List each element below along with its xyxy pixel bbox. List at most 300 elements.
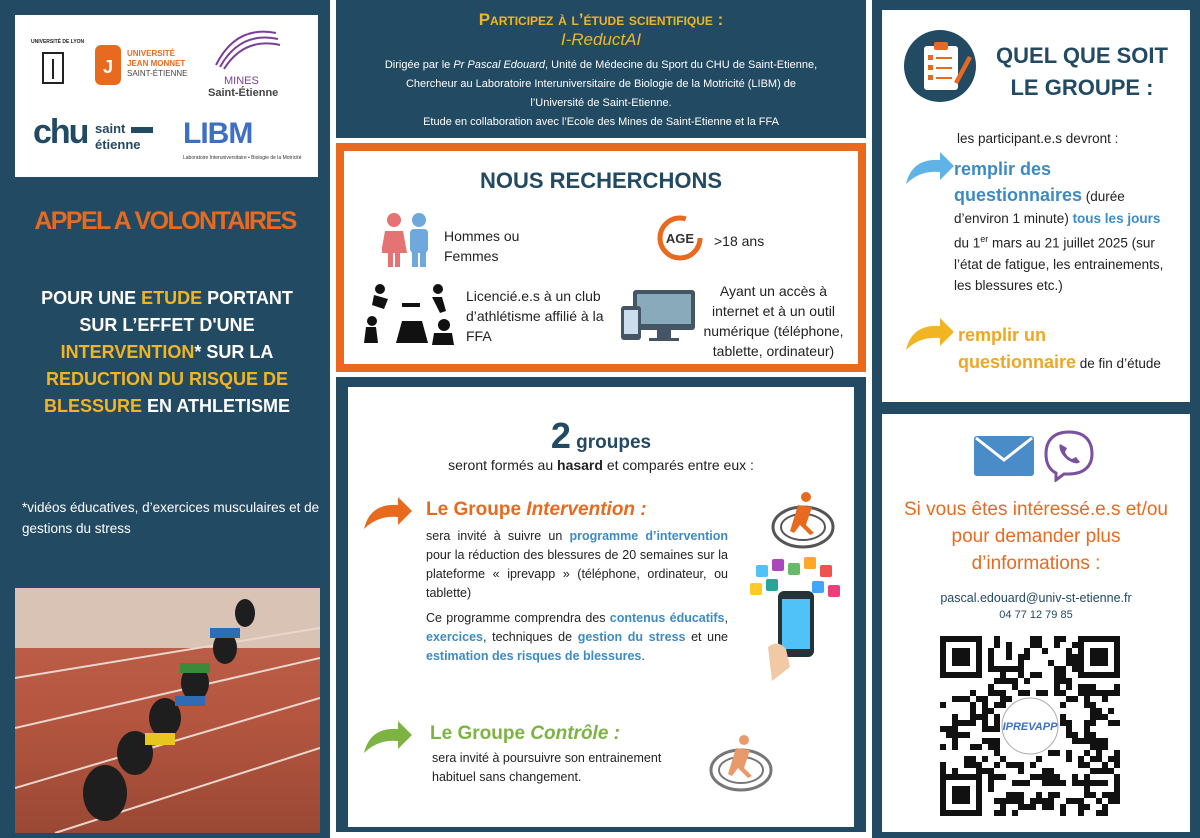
qr-module <box>940 744 946 750</box>
qr-module <box>1054 678 1060 684</box>
study-line2: Chercheur au Laboratoire Interuniversitaire de Biologie de la Motricité (LIBM) de <box>405 78 797 90</box>
qr-module <box>1036 690 1042 696</box>
qr-module <box>1072 774 1078 780</box>
study-pitch <box>22 285 312 420</box>
qr-module <box>1066 756 1072 762</box>
qr-module <box>1000 702 1006 708</box>
qr-module <box>1042 774 1048 780</box>
qr-module <box>1012 684 1018 690</box>
qr-module <box>1096 708 1102 714</box>
qr-module <box>958 696 964 702</box>
qr-module <box>1060 780 1066 786</box>
task1-e: mars au 21 juillet 2025 (sur l’état de fatigue, les entrainements, les blessures etc.) <box>954 235 1164 293</box>
qr-module <box>1012 810 1018 816</box>
qr-module <box>1066 750 1072 756</box>
qr-module <box>1042 798 1048 804</box>
qr-module <box>976 696 982 702</box>
mines-line1: MINES <box>224 75 259 87</box>
qr-module <box>964 732 970 738</box>
qr-module <box>1042 648 1048 654</box>
qr-module <box>1042 804 1048 810</box>
g1-p2-h2: exercices <box>426 630 484 644</box>
qr-module <box>1072 732 1078 738</box>
qr-module <box>1054 636 1060 642</box>
appel-title: APPEL A VOLONTAIRES <box>34 207 296 235</box>
qr-module <box>1012 780 1018 786</box>
qr-module <box>1006 762 1012 768</box>
qr-module <box>994 702 1000 708</box>
groups-inner <box>348 387 854 827</box>
people-icon <box>382 211 432 274</box>
qr-module <box>952 726 958 732</box>
qr-module <box>952 768 958 774</box>
qr-module <box>1102 744 1108 750</box>
qr-module <box>1102 738 1108 744</box>
qr-module <box>1012 666 1018 672</box>
task1-bold: remplir des questionnaires <box>954 159 1083 205</box>
qr-module <box>970 744 976 750</box>
qr-module <box>1108 768 1114 774</box>
qr-module <box>1036 756 1042 762</box>
groups-number: 2 <box>550 415 571 456</box>
qr-module <box>1096 798 1102 804</box>
qr-module <box>1102 810 1108 816</box>
sub-post: et comparés entre eux : <box>602 457 754 473</box>
qr-module <box>1024 690 1030 696</box>
qr-module <box>1114 798 1120 804</box>
qr-module <box>1054 690 1060 696</box>
qr-module <box>1114 762 1120 768</box>
qr-module <box>1114 720 1120 726</box>
sprinters-photo <box>15 588 320 833</box>
qr-module <box>1048 768 1054 774</box>
qr-module <box>940 726 946 732</box>
qr-module <box>994 798 1000 804</box>
qr-module <box>946 726 952 732</box>
qr-module <box>1066 726 1072 732</box>
qr-module <box>1114 780 1120 786</box>
age-icon <box>654 213 710 268</box>
qr-module <box>1072 696 1078 702</box>
qr-module <box>964 756 970 762</box>
task1-d: du 1 <box>954 235 981 251</box>
g1-p2-h4: estimation des risques de blessures <box>426 649 642 663</box>
qr-module <box>1072 798 1078 804</box>
qr-module <box>1090 756 1096 762</box>
line1-pre: Dirigée par le <box>384 59 454 71</box>
track-runner-icon-grey <box>706 732 776 799</box>
qr-module <box>982 720 988 726</box>
pitch-t4: EN ATHLETISME <box>142 396 290 416</box>
qr-module <box>1060 810 1066 816</box>
qr-module <box>1084 738 1090 744</box>
qr-module <box>1036 636 1042 642</box>
libm-logo <box>183 117 308 169</box>
qr-module <box>994 762 1000 768</box>
qr-module <box>1066 660 1072 666</box>
qr-module <box>1102 804 1108 810</box>
qr-module <box>1000 804 1006 810</box>
qr-module <box>964 696 970 702</box>
qr-module <box>1054 666 1060 672</box>
qr-module <box>976 768 982 774</box>
qr-module <box>952 696 958 702</box>
qr-module <box>1066 654 1072 660</box>
qr-module <box>1006 666 1012 672</box>
qr-module <box>1090 690 1096 696</box>
g1-p1-b: pour la réduction des blessures de 20 semaines sur la plateforme « iprevapp » (téléphone, ordinateur, ou tablette) <box>426 548 728 600</box>
chu-dash <box>131 127 153 133</box>
study-heading: Participez à l’étude scientifique : <box>478 10 724 29</box>
green-arrow-icon <box>360 719 414 762</box>
pitch-h1: ETUDE <box>141 288 203 308</box>
athletics-icon <box>360 281 460 350</box>
qr-module <box>1060 690 1066 696</box>
qr-module <box>994 690 1000 696</box>
g1-p2-h1: contenus éducatifs <box>609 611 725 625</box>
qr-module <box>1084 696 1090 702</box>
qr-module <box>1060 714 1066 720</box>
qr-module <box>1090 702 1096 708</box>
search-inner <box>344 151 858 364</box>
qr-module <box>1048 774 1054 780</box>
qr-module <box>994 726 1000 732</box>
qr-module <box>988 708 994 714</box>
qr-module <box>988 744 994 750</box>
line1-name: Pr Pascal Edouard <box>453 59 546 71</box>
qr-module <box>1066 684 1072 690</box>
mines-line2: Saint-Étienne <box>208 87 279 99</box>
qr-module <box>970 720 976 726</box>
qr-module <box>1018 804 1024 810</box>
qr-module <box>1000 756 1006 762</box>
qr-module <box>1066 696 1072 702</box>
qr-module <box>1018 666 1024 672</box>
qr-module <box>1018 690 1024 696</box>
qr-module <box>988 690 994 696</box>
qr-module <box>1036 798 1042 804</box>
g1-p2-h3: gestion du stress <box>577 630 686 644</box>
participants-label: les participant.e.s devront : <box>957 131 1119 146</box>
qr-module <box>994 750 1000 756</box>
track-runner-icon-orange <box>768 489 838 556</box>
qr-module <box>1060 678 1066 684</box>
sub-bold: hasard <box>557 457 603 473</box>
tasks-inner <box>882 10 1190 402</box>
qr-module <box>1024 678 1030 684</box>
qr-module <box>1060 672 1066 678</box>
qr-module <box>1006 648 1012 654</box>
intervention-title <box>426 499 647 521</box>
ujm-line2: JEAN MONNET <box>127 59 186 68</box>
qr-module <box>988 786 994 792</box>
contact-email[interactable]: pascal.edouard@univ-st-etienne.fr <box>940 591 1132 605</box>
qr-module <box>1030 798 1036 804</box>
task1-a: (durée d’environ 1 minute) <box>954 189 1125 226</box>
qr-module <box>1108 708 1114 714</box>
qr-module <box>988 666 994 672</box>
qr-module <box>1000 690 1006 696</box>
qr-module <box>1108 720 1114 726</box>
qr-module <box>976 714 982 720</box>
line1-post: , Unité de Médecine du Sport du CHU de Saint-Etienne, <box>545 59 818 71</box>
qr-module <box>1114 750 1120 756</box>
footnote: *vidéos éducatives, d’exercices musculaires et de gestions du stress <box>22 500 320 536</box>
qr-module <box>1024 648 1030 654</box>
study-name: I-ReductAI <box>560 30 642 49</box>
qr-module <box>952 720 958 726</box>
pitch-t2: PORTANT SUR L’EFFET D'UNE <box>79 288 293 335</box>
search-title: NOUS RECHERCHONS <box>479 168 723 193</box>
qr-module <box>1102 690 1108 696</box>
qr-module <box>970 714 976 720</box>
qr-module <box>1006 792 1012 798</box>
partner-logos <box>15 15 318 177</box>
qr-module <box>1024 804 1030 810</box>
qr-module <box>1030 774 1036 780</box>
qr-module <box>1060 666 1066 672</box>
clipboard-icon <box>902 28 978 109</box>
qr-module <box>1090 732 1096 738</box>
qr-module <box>1054 684 1060 690</box>
qr-module <box>964 720 970 726</box>
qr-module <box>1036 672 1042 678</box>
qr-module <box>994 642 1000 648</box>
qr-label: IPREVAPP <box>1002 721 1058 733</box>
qr-module <box>1078 780 1084 786</box>
qr-module <box>1084 720 1090 726</box>
sub-pre: seront formés au <box>448 457 558 473</box>
qr-module <box>976 762 982 768</box>
qr-module <box>970 702 976 708</box>
criterion-age: >18 ans <box>714 233 765 249</box>
qr-module <box>1102 714 1108 720</box>
viber-icon <box>1042 428 1096 487</box>
qr-module <box>1048 780 1054 786</box>
qr-module <box>1090 720 1096 726</box>
study-line1 <box>336 56 866 75</box>
qr-module <box>988 780 994 786</box>
contact-inner <box>882 414 1190 832</box>
qr-module <box>1018 660 1024 666</box>
chu-left: chu <box>33 113 88 151</box>
qr-module <box>1000 696 1006 702</box>
g1-p1-a: sera invité à suivre un <box>426 529 570 543</box>
qr-module <box>1042 690 1048 696</box>
g2-title-a: Le Groupe <box>430 723 531 744</box>
qr-module <box>1054 750 1060 756</box>
qr-module <box>1006 696 1012 702</box>
qr-module <box>982 726 988 732</box>
qr-module <box>994 744 1000 750</box>
task1-sup: er <box>980 234 989 244</box>
lyon-text: UNIVERSITÉ DE LYON <box>31 39 85 45</box>
pitch-t1: POUR UNE <box>41 288 142 308</box>
qr-module <box>1012 762 1018 768</box>
qr-module <box>1096 744 1102 750</box>
qr-module <box>1096 738 1102 744</box>
interest-text: Si vous êtes intéressé.e.s et/ou pour demander plus d’informations : <box>903 499 1169 574</box>
qr-module <box>1072 780 1078 786</box>
qr-module <box>970 756 976 762</box>
qr-module <box>1084 780 1090 786</box>
qr-module <box>1042 768 1048 774</box>
qr-module <box>1078 798 1084 804</box>
qr-module <box>1054 774 1060 780</box>
qr-module <box>1090 708 1096 714</box>
qr-module <box>994 738 1000 744</box>
qr-module <box>1090 744 1096 750</box>
qr-module <box>1084 690 1090 696</box>
qr-module <box>982 702 988 708</box>
qr-module <box>1024 780 1030 786</box>
qr-module <box>1114 756 1120 762</box>
qr-module <box>1054 642 1060 648</box>
qr-module <box>1102 780 1108 786</box>
yellow-arrow-icon <box>902 316 956 359</box>
qr-module <box>976 744 982 750</box>
qr-module <box>1096 780 1102 786</box>
qr-module <box>1084 684 1090 690</box>
qr-module <box>970 708 976 714</box>
qr-module <box>952 738 958 744</box>
pitch-h2: INTERVENTION <box>60 342 195 362</box>
qr-module <box>1000 774 1006 780</box>
qr-module <box>1036 792 1042 798</box>
search-panel <box>336 143 866 372</box>
ujm-line1: UNIVERSITÉ <box>127 49 176 58</box>
g1-p2-s1: , <box>724 611 728 625</box>
qr-module <box>1066 678 1072 684</box>
qr-module <box>1018 654 1024 660</box>
groups-subtitle <box>348 457 854 473</box>
qr-module <box>988 660 994 666</box>
qr-module <box>1018 672 1024 678</box>
qr-module <box>1072 666 1078 672</box>
qr-module <box>1066 732 1072 738</box>
qr-module <box>1030 636 1036 642</box>
qr-module <box>1114 684 1120 690</box>
qr-module <box>994 666 1000 672</box>
qr-module <box>1090 780 1096 786</box>
qr-module <box>1108 792 1114 798</box>
qr-module <box>1096 750 1102 756</box>
intervention-program <box>426 609 728 666</box>
g1-p2-end: . <box>641 649 645 663</box>
qr-module <box>1060 636 1066 642</box>
task2-bold: remplir un questionnaire <box>958 325 1077 372</box>
qr-module <box>1108 756 1114 762</box>
qr-module <box>1036 774 1042 780</box>
qr-module <box>1054 672 1060 678</box>
qr-module <box>1012 678 1018 684</box>
qr-code[interactable] <box>940 636 1120 816</box>
qr-module <box>1102 792 1108 798</box>
criterion-gender: Hommes ou Femmes <box>444 228 520 264</box>
qr-module <box>1048 792 1054 798</box>
qr-module <box>1084 702 1090 708</box>
qr-module <box>1078 690 1084 696</box>
qr-module <box>1090 684 1096 690</box>
qr-module <box>1030 642 1036 648</box>
qr-module <box>1114 774 1120 780</box>
qr-module <box>1000 666 1006 672</box>
qr-module <box>1030 672 1036 678</box>
qr-module <box>1090 792 1096 798</box>
qr-module <box>994 774 1000 780</box>
qr-module <box>1018 780 1024 786</box>
qr-module <box>1048 804 1054 810</box>
tasks-panel <box>872 0 1200 410</box>
qr-module <box>1084 750 1090 756</box>
qr-module <box>1030 762 1036 768</box>
chu-right2: étienne <box>95 137 141 152</box>
qr-module <box>1006 642 1012 648</box>
qr-module <box>1078 684 1084 690</box>
task1-c: tous les jours <box>1072 211 1161 226</box>
qr-module <box>946 732 952 738</box>
libm-text: LIBM <box>183 117 253 150</box>
pitch-h3: REDUCTION DU RISQUE DE BLESSURE <box>43 369 288 416</box>
qr-module <box>1108 690 1114 696</box>
qr-module <box>1084 762 1090 768</box>
qr-module <box>1066 720 1072 726</box>
qr-module <box>982 768 988 774</box>
qr-module <box>1096 690 1102 696</box>
qr-module <box>1024 654 1030 660</box>
qr-module <box>1084 804 1090 810</box>
qr-module <box>1018 798 1024 804</box>
study-line3: l’Université de Saint-Etienne. <box>530 97 672 109</box>
qr-module <box>1096 714 1102 720</box>
contact-panel <box>872 410 1200 838</box>
qr-module <box>1006 798 1012 804</box>
devices-icon <box>619 286 699 351</box>
qr-module <box>1096 756 1102 762</box>
task2-a: de fin d’étude <box>1076 356 1161 371</box>
qr-module <box>1078 756 1084 762</box>
qr-module <box>988 654 994 660</box>
criterion-device: Ayant un accès à internet et à un outil numérique (téléphone, tablette, ordinateur) <box>703 283 844 359</box>
qr-module <box>1072 660 1078 666</box>
qr-module <box>1000 810 1006 816</box>
qr-module <box>1096 768 1102 774</box>
qr-module <box>982 696 988 702</box>
qr-module <box>1012 798 1018 804</box>
blue-arrow-icon <box>902 150 956 193</box>
app-phone-icon <box>748 557 844 692</box>
qr-module <box>1078 810 1084 816</box>
qr-module <box>988 648 994 654</box>
qr-module <box>1084 726 1090 732</box>
contact-phone[interactable]: 04 77 12 79 85 <box>999 609 1073 621</box>
chu-logo <box>33 113 163 165</box>
qr-module <box>1000 672 1006 678</box>
ujm-logo <box>93 43 193 93</box>
g1-p2-s2: , techniques de <box>483 630 578 644</box>
qr-module <box>1102 762 1108 768</box>
qr-module <box>1042 780 1048 786</box>
qr-module <box>1060 804 1066 810</box>
study-line4: Etude en collaboration avec l’Ecole des Mines de Saint-Etienne et la FFA <box>423 116 779 128</box>
qr-module <box>1018 762 1024 768</box>
groups-count <box>348 415 854 457</box>
qr-module <box>1066 648 1072 654</box>
qr-module <box>952 714 958 720</box>
chu-right1: saint <box>95 121 126 136</box>
qr-module <box>1000 798 1006 804</box>
qr-module <box>988 768 994 774</box>
